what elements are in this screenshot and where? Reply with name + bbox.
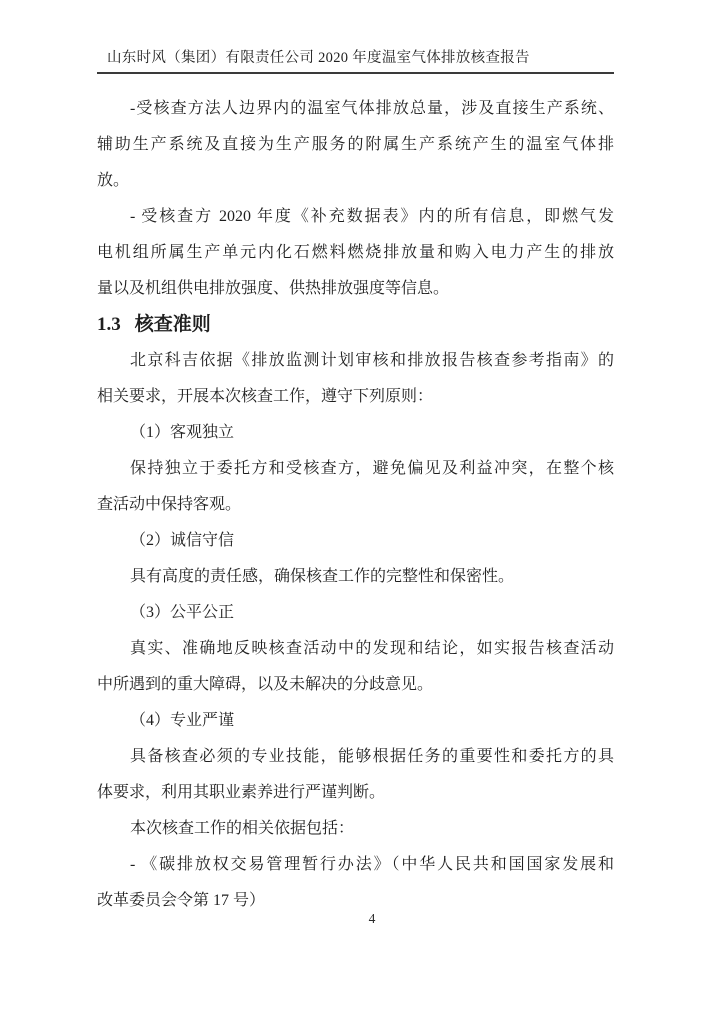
paragraph — [97, 343, 614, 415]
text-line: （1）客观独立 — [130, 424, 235, 441]
paragraph — [97, 523, 614, 559]
text-line: （4）专业严谨 — [130, 712, 235, 729]
text-line: 本次核查工作的相关依据包括： — [130, 820, 355, 837]
text-line: 中所遇到的重大障碍，以及未解决的分歧意见。 — [97, 676, 434, 693]
text-line: -受核查方法人边界内的温室气体排放总量，涉及直接生产系统、 — [130, 100, 614, 117]
paragraph — [97, 595, 614, 631]
paragraph — [97, 739, 614, 811]
paragraph — [97, 631, 614, 703]
text-line: - 受核查方 2020 年度《补充数据表》内的所有信息，即燃气发 — [130, 208, 614, 225]
text-line: 具备核查必须的专业技能，能够根据任务的重要性和委托方的具 — [130, 748, 614, 765]
paragraph — [97, 415, 614, 451]
paragraph — [97, 451, 614, 523]
paragraph — [97, 847, 614, 919]
text-line: （2）诚信守信 — [130, 532, 235, 549]
text-line: 电机组所属生产单元内化石燃料燃烧排放量和购入电力产生的排放 — [97, 244, 614, 261]
text-line: 具有高度的责任感，确保核查工作的完整性和保密性。 — [130, 568, 515, 585]
text-line: - 《碳排放权交易管理暂行办法》（中华人民共和国国家发展和 — [130, 856, 614, 873]
document-body — [97, 91, 614, 919]
section-number: 1.3 — [97, 314, 121, 335]
paragraph — [97, 703, 614, 739]
text-line: 真实、准确地反映核查活动中的发现和结论，如实报告核查活动 — [130, 640, 614, 657]
paragraph — [97, 811, 614, 847]
text-line: 体要求，利用其职业素养进行严谨判断。 — [97, 784, 386, 801]
text-line: 改革委员会令第 17 号） — [97, 892, 266, 909]
section-heading — [97, 307, 614, 343]
text-line: 量以及机组供电排放强度、供热排放强度等信息。 — [97, 280, 450, 297]
text-line: 放。 — [97, 172, 130, 189]
text-line: （3）公平公正 — [130, 604, 235, 621]
paragraph — [97, 91, 614, 199]
running-header-title: 山东时风（集团）有限责任公司 2020 年度温室气体排放核查报告 — [107, 50, 530, 66]
text-line: 相关要求，开展本次核查工作，遵守下列原则： — [97, 388, 434, 405]
page-number: 4 — [368, 911, 376, 926]
page-footer — [10, 911, 724, 927]
text-line: 保持独立于委托方和受核查方，避免偏见及利益冲突，在整个核 — [130, 460, 614, 477]
paragraph — [97, 559, 614, 595]
text-line: 辅助生产系统及直接为生产服务的附属生产系统产生的温室气体排 — [97, 136, 614, 153]
page-header — [97, 50, 614, 74]
text-line: 查活动中保持客观。 — [97, 496, 242, 513]
text-line: 北京科吉依据《排放监测计划审核和排放报告核查参考指南》的 — [130, 352, 614, 369]
section-title: 核查准则 — [134, 314, 211, 335]
paragraph — [97, 199, 614, 307]
